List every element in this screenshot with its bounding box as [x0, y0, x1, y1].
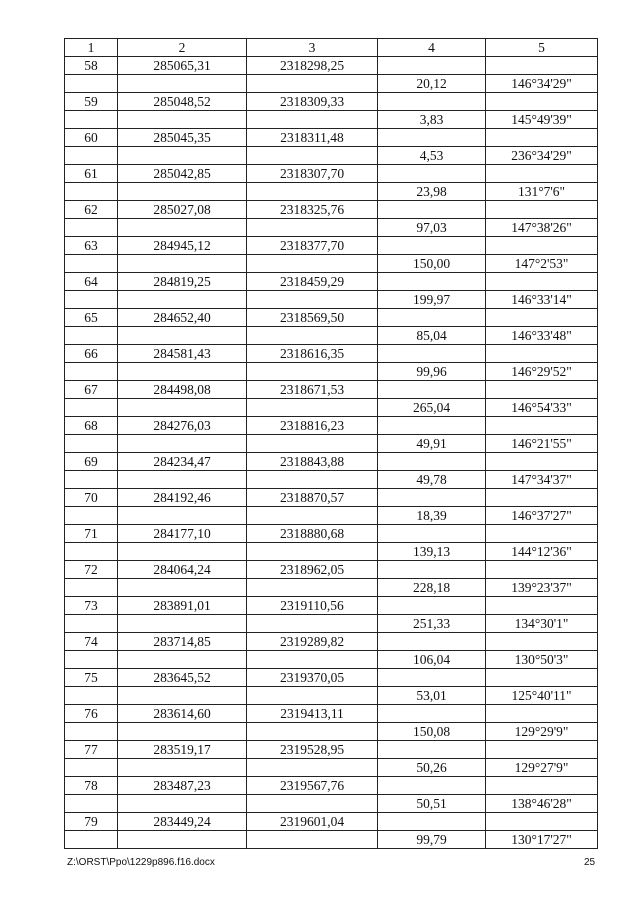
table-cell-col-1: 65: [65, 309, 118, 327]
table-cell-col-3: 2318671,53: [247, 381, 378, 399]
table-cell-col-3: 2319289,82: [247, 633, 378, 651]
table-cell-col-4: [378, 777, 486, 795]
table-row: [65, 111, 598, 129]
table-row: [65, 93, 598, 111]
table-cell-col-1: [65, 147, 118, 165]
table-cell-col-3: [247, 75, 378, 93]
table-cell-col-5: 145°49'39": [486, 111, 598, 129]
table-cell-col-4: [378, 273, 486, 291]
table-cell-col-1: 69: [65, 453, 118, 471]
table-cell-col-4: 99,79: [378, 831, 486, 849]
column-header-4: 4: [378, 39, 486, 57]
table-row: [65, 237, 598, 255]
table-cell-col-1: 74: [65, 633, 118, 651]
table-row: [65, 831, 598, 849]
table-row: [65, 507, 598, 525]
table-cell-col-5: [486, 633, 598, 651]
table-cell-col-5: 146°37'27": [486, 507, 598, 525]
table-cell-col-2: [118, 435, 247, 453]
table-cell-col-1: [65, 795, 118, 813]
table-cell-col-1: 67: [65, 381, 118, 399]
table-cell-col-4: [378, 309, 486, 327]
table-row: [65, 327, 598, 345]
table-cell-col-3: [247, 327, 378, 345]
table-cell-col-1: [65, 579, 118, 597]
table-cell-col-3: 2318298,25: [247, 57, 378, 75]
table-cell-col-1: [65, 471, 118, 489]
table-cell-col-4: 23,98: [378, 183, 486, 201]
table-cell-col-1: 79: [65, 813, 118, 831]
table-row: [65, 669, 598, 687]
table-cell-col-2: 283449,24: [118, 813, 247, 831]
table-cell-col-1: 61: [65, 165, 118, 183]
table-cell-col-4: 18,39: [378, 507, 486, 525]
table-cell-col-1: [65, 75, 118, 93]
table-cell-col-4: [378, 525, 486, 543]
table-cell-col-2: 284192,46: [118, 489, 247, 507]
table-cell-col-2: 284276,03: [118, 417, 247, 435]
table-row: [65, 471, 598, 489]
table-cell-col-3: [247, 435, 378, 453]
table-cell-col-4: [378, 597, 486, 615]
table-cell-col-4: 150,08: [378, 723, 486, 741]
table-cell-col-4: [378, 741, 486, 759]
table-cell-col-2: [118, 219, 247, 237]
table-header-row: [65, 39, 598, 57]
table-cell-col-2: [118, 543, 247, 561]
table-row: [65, 417, 598, 435]
column-header-3: 3: [247, 39, 378, 57]
table-cell-col-1: [65, 759, 118, 777]
table-cell-col-1: [65, 831, 118, 849]
table-body: [65, 57, 598, 849]
table-cell-col-2: [118, 111, 247, 129]
table-row: [65, 579, 598, 597]
table-cell-col-4: [378, 165, 486, 183]
table-cell-col-4: [378, 129, 486, 147]
table-row: [65, 633, 598, 651]
table-cell-col-3: 2318311,48: [247, 129, 378, 147]
table-cell-col-4: 50,26: [378, 759, 486, 777]
table-cell-col-1: 64: [65, 273, 118, 291]
table-cell-col-2: [118, 831, 247, 849]
table-row: [65, 273, 598, 291]
table-cell-col-5: 146°21'55": [486, 435, 598, 453]
table-cell-col-5: [486, 381, 598, 399]
table-row: [65, 561, 598, 579]
table-cell-col-4: 4,53: [378, 147, 486, 165]
table-cell-col-3: [247, 543, 378, 561]
table-cell-col-3: 2318962,05: [247, 561, 378, 579]
table-cell-col-5: [486, 201, 598, 219]
table-cell-col-2: [118, 291, 247, 309]
table-cell-col-3: 2319567,76: [247, 777, 378, 795]
table-cell-col-1: [65, 543, 118, 561]
table-row: [65, 363, 598, 381]
table-cell-col-4: [378, 489, 486, 507]
table-cell-col-3: [247, 219, 378, 237]
table-cell-col-1: 77: [65, 741, 118, 759]
table-cell-col-5: 146°33'14": [486, 291, 598, 309]
table-cell-col-4: 99,96: [378, 363, 486, 381]
table-row: [65, 399, 598, 417]
table-cell-col-5: 131°7'6": [486, 183, 598, 201]
table-cell-col-4: 228,18: [378, 579, 486, 597]
table-row: [65, 741, 598, 759]
table-row: [65, 759, 598, 777]
table-cell-col-5: [486, 165, 598, 183]
table-row: [65, 291, 598, 309]
table-cell-col-5: 144°12'36": [486, 543, 598, 561]
table-cell-col-3: [247, 507, 378, 525]
table-cell-col-1: 62: [65, 201, 118, 219]
table-cell-col-2: 283891,01: [118, 597, 247, 615]
table-cell-col-2: [118, 687, 247, 705]
table-cell-col-3: [247, 363, 378, 381]
table-row: [65, 615, 598, 633]
table-cell-col-2: [118, 183, 247, 201]
table-cell-col-2: [118, 327, 247, 345]
table-cell-col-4: 3,83: [378, 111, 486, 129]
table-cell-col-1: 60: [65, 129, 118, 147]
table-cell-col-3: [247, 795, 378, 813]
table-cell-col-5: [486, 489, 598, 507]
table-row: [65, 201, 598, 219]
table-cell-col-3: 2319110,56: [247, 597, 378, 615]
table-cell-col-5: 236°34'29": [486, 147, 598, 165]
table-cell-col-2: 284234,47: [118, 453, 247, 471]
table-cell-col-5: [486, 705, 598, 723]
table-row: [65, 165, 598, 183]
table-cell-col-4: [378, 813, 486, 831]
table-cell-col-2: [118, 255, 247, 273]
table-cell-col-3: 2318880,68: [247, 525, 378, 543]
table-cell-col-1: 72: [65, 561, 118, 579]
table-cell-col-1: [65, 255, 118, 273]
table-row: [65, 777, 598, 795]
table-cell-col-3: [247, 111, 378, 129]
table-cell-col-5: [486, 741, 598, 759]
table-cell-col-4: 106,04: [378, 651, 486, 669]
table-cell-col-1: [65, 399, 118, 417]
table-cell-col-3: 2318309,33: [247, 93, 378, 111]
table-cell-col-2: [118, 579, 247, 597]
table-row: [65, 75, 598, 93]
table-cell-col-2: [118, 471, 247, 489]
table-row: [65, 57, 598, 75]
table-cell-col-2: [118, 147, 247, 165]
table-cell-col-1: [65, 615, 118, 633]
table-cell-col-4: [378, 669, 486, 687]
table-cell-col-5: [486, 525, 598, 543]
table-cell-col-5: 147°2'53": [486, 255, 598, 273]
table-cell-col-4: [378, 381, 486, 399]
table-cell-col-4: [378, 57, 486, 75]
table-cell-col-5: 130°50'3": [486, 651, 598, 669]
table-cell-col-2: 284652,40: [118, 309, 247, 327]
column-header-5: 5: [486, 39, 598, 57]
table-cell-col-1: 76: [65, 705, 118, 723]
table-cell-col-5: 146°34'29": [486, 75, 598, 93]
table-cell-col-3: 2318459,29: [247, 273, 378, 291]
table-cell-col-5: 129°29'9": [486, 723, 598, 741]
table-cell-col-5: [486, 345, 598, 363]
table-row: [65, 129, 598, 147]
table-cell-col-3: [247, 183, 378, 201]
table-cell-col-4: [378, 705, 486, 723]
table-cell-col-2: 284945,12: [118, 237, 247, 255]
table-cell-col-3: [247, 255, 378, 273]
table-cell-col-4: [378, 633, 486, 651]
table-row: [65, 813, 598, 831]
table-row: [65, 381, 598, 399]
table-cell-col-4: 265,04: [378, 399, 486, 417]
table-row: [65, 525, 598, 543]
table-cell-col-5: [486, 57, 598, 75]
table-cell-col-3: [247, 831, 378, 849]
table-cell-col-5: [486, 237, 598, 255]
table-cell-col-3: 2318616,35: [247, 345, 378, 363]
table-cell-col-2: 283487,23: [118, 777, 247, 795]
table-cell-col-5: [486, 597, 598, 615]
table-cell-col-3: [247, 759, 378, 777]
table-cell-col-2: [118, 507, 247, 525]
table-cell-col-3: [247, 147, 378, 165]
table-cell-col-5: [486, 273, 598, 291]
table-cell-col-4: [378, 201, 486, 219]
table-cell-col-1: [65, 327, 118, 345]
table-cell-col-2: [118, 363, 247, 381]
table-row: [65, 597, 598, 615]
table-cell-col-3: [247, 723, 378, 741]
table-cell-col-1: 75: [65, 669, 118, 687]
table-row: [65, 453, 598, 471]
table-cell-col-1: 78: [65, 777, 118, 795]
table-cell-col-3: [247, 687, 378, 705]
table-cell-col-3: 2318569,50: [247, 309, 378, 327]
table-cell-col-5: [486, 669, 598, 687]
table-cell-col-1: [65, 507, 118, 525]
table-cell-col-2: [118, 651, 247, 669]
table-row: [65, 651, 598, 669]
table-cell-col-2: 283645,52: [118, 669, 247, 687]
table-cell-col-4: 199,97: [378, 291, 486, 309]
table-cell-col-4: 139,13: [378, 543, 486, 561]
table-row: [65, 543, 598, 561]
table-cell-col-4: [378, 417, 486, 435]
table-cell-col-3: [247, 615, 378, 633]
table-cell-col-5: [486, 129, 598, 147]
table-row: [65, 489, 598, 507]
table-cell-col-5: [486, 777, 598, 795]
table-row: [65, 183, 598, 201]
table-cell-col-2: 283519,17: [118, 741, 247, 759]
table-cell-col-2: 283614,60: [118, 705, 247, 723]
table-cell-col-5: [486, 93, 598, 111]
table-cell-col-2: 284498,08: [118, 381, 247, 399]
table-cell-col-2: [118, 75, 247, 93]
table-cell-col-5: 146°33'48": [486, 327, 598, 345]
table-cell-col-2: 284819,25: [118, 273, 247, 291]
table-cell-col-3: [247, 579, 378, 597]
table-cell-col-2: 284581,43: [118, 345, 247, 363]
table-cell-col-5: [486, 561, 598, 579]
table-cell-col-4: 85,04: [378, 327, 486, 345]
table-cell-col-4: 150,00: [378, 255, 486, 273]
table-cell-col-4: [378, 453, 486, 471]
table-row: [65, 255, 598, 273]
table-cell-col-3: [247, 399, 378, 417]
table-cell-col-3: [247, 471, 378, 489]
table-cell-col-3: 2318816,23: [247, 417, 378, 435]
table-cell-col-5: [486, 417, 598, 435]
table-cell-col-4: 251,33: [378, 615, 486, 633]
table-cell-col-4: 97,03: [378, 219, 486, 237]
table-cell-col-2: [118, 399, 247, 417]
table-cell-col-1: 73: [65, 597, 118, 615]
table-cell-col-1: 66: [65, 345, 118, 363]
table-cell-col-5: 134°30'1": [486, 615, 598, 633]
table-cell-col-2: 285065,31: [118, 57, 247, 75]
table-cell-col-1: [65, 291, 118, 309]
table-cell-col-3: 2318377,70: [247, 237, 378, 255]
table-row: [65, 345, 598, 363]
table-cell-col-4: 20,12: [378, 75, 486, 93]
table-cell-col-3: 2318843,88: [247, 453, 378, 471]
table-row: [65, 705, 598, 723]
table-cell-col-2: [118, 795, 247, 813]
table-cell-col-5: [486, 309, 598, 327]
table-cell-col-4: [378, 561, 486, 579]
table-cell-col-2: [118, 759, 247, 777]
table-cell-col-2: [118, 723, 247, 741]
table-cell-col-3: 2319601,04: [247, 813, 378, 831]
table-cell-col-2: 285027,08: [118, 201, 247, 219]
table-cell-col-5: 147°34'37": [486, 471, 598, 489]
table-cell-col-2: [118, 615, 247, 633]
table-cell-col-2: 285042,85: [118, 165, 247, 183]
table-cell-col-4: [378, 237, 486, 255]
table-cell-col-1: [65, 219, 118, 237]
table-cell-col-3: [247, 651, 378, 669]
table-cell-col-1: [65, 651, 118, 669]
table-cell-col-4: 50,51: [378, 795, 486, 813]
table-cell-col-5: 146°29'52": [486, 363, 598, 381]
table-cell-col-3: 2319370,05: [247, 669, 378, 687]
table-cell-col-4: 53,01: [378, 687, 486, 705]
table-cell-col-3: 2319413,11: [247, 705, 378, 723]
table-cell-col-2: 284064,24: [118, 561, 247, 579]
table-row: [65, 147, 598, 165]
table-row: [65, 687, 598, 705]
table-cell-col-1: 71: [65, 525, 118, 543]
table-row: [65, 219, 598, 237]
table-cell-col-3: 2318325,76: [247, 201, 378, 219]
table-cell-col-5: 138°46'28": [486, 795, 598, 813]
table-cell-col-2: 283714,85: [118, 633, 247, 651]
table-cell-col-1: [65, 687, 118, 705]
table-row: [65, 435, 598, 453]
table-row: [65, 723, 598, 741]
table-cell-col-3: 2319528,95: [247, 741, 378, 759]
table-cell-col-1: [65, 363, 118, 381]
table-cell-col-5: 129°27'9": [486, 759, 598, 777]
table-cell-col-3: 2318307,70: [247, 165, 378, 183]
table-cell-col-1: [65, 723, 118, 741]
table-cell-col-1: 68: [65, 417, 118, 435]
footer-page-number: 25: [584, 857, 596, 868]
table-cell-col-1: [65, 111, 118, 129]
table-row: [65, 795, 598, 813]
table-cell-col-2: 285045,35: [118, 129, 247, 147]
table-cell-col-5: 125°40'11": [486, 687, 598, 705]
column-header-2: 2: [118, 39, 247, 57]
table-cell-col-4: 49,78: [378, 471, 486, 489]
table-cell-col-5: [486, 813, 598, 831]
table-cell-col-5: 130°17'27": [486, 831, 598, 849]
table-cell-col-5: 139°23'37": [486, 579, 598, 597]
table-cell-col-4: [378, 345, 486, 363]
table-cell-col-2: 284177,10: [118, 525, 247, 543]
table-cell-col-5: [486, 453, 598, 471]
table-cell-col-4: [378, 93, 486, 111]
table-cell-col-1: 63: [65, 237, 118, 255]
column-header-1: 1: [65, 39, 118, 57]
table-cell-col-1: 70: [65, 489, 118, 507]
table-cell-col-4: 49,91: [378, 435, 486, 453]
table-cell-col-1: 58: [65, 57, 118, 75]
table-cell-col-5: 146°54'33": [486, 399, 598, 417]
table-row: [65, 309, 598, 327]
coordinates-table: [64, 38, 598, 849]
footer-file-path: Z:\ORST\Ppo\1229p896.f16.docx: [67, 857, 215, 868]
table-cell-col-1: [65, 183, 118, 201]
table-cell-col-1: [65, 435, 118, 453]
table-cell-col-3: [247, 291, 378, 309]
table-cell-col-3: 2318870,57: [247, 489, 378, 507]
table-cell-col-5: 147°38'26": [486, 219, 598, 237]
table-cell-col-1: 59: [65, 93, 118, 111]
table-cell-col-2: 285048,52: [118, 93, 247, 111]
